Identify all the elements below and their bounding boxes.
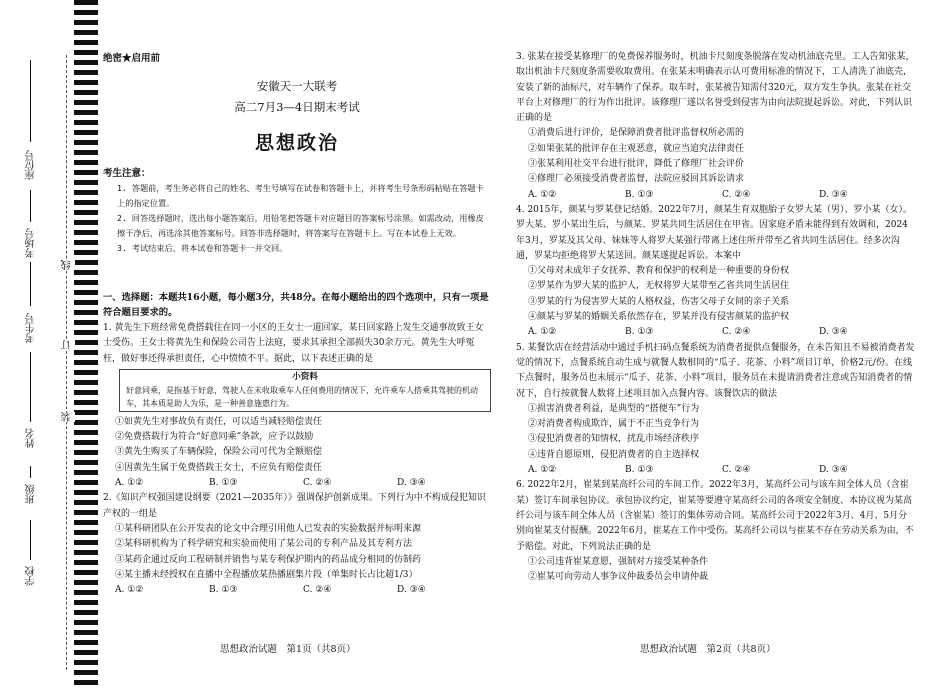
statement: ②如果张某的批评存在主观恶意，就应当追究法律责任 xyxy=(528,143,745,154)
binding-mark-order: 订 xyxy=(62,340,73,350)
statement: ②对消费者构成欺诈，属于不正当竞争行为 xyxy=(528,419,700,430)
option-c: C. ②④ xyxy=(303,585,332,596)
note-item: 1. 答题前，考生务必将自己的姓名、考生号填写在试卷和答题卡上，并将考生号条形码粘贴在答题卡上的指定位置。 xyxy=(117,183,484,208)
info-box-title: 小资料 xyxy=(292,371,318,382)
question-5 xyxy=(516,341,916,479)
note-item: 2. 回答选择题时，选出每小题答案后，用铅笔把答题卡对应题目的答案标号涂黑。如需改动，用橡皮擦干净后，再选涂其他答案标号。回答非选择题时，将答案写在答题卡上。写在本试卷上无效。 xyxy=(117,213,484,238)
candidate-number-label: 考生号 xyxy=(26,313,37,343)
option-d: D. ③④ xyxy=(819,465,848,476)
question-stem: 3. 张某在接受某修理厂的免费保养服务时，机油卡尺刻度条脱落在发动机油底壳里。工人告知张某，取出机油卡尺刻度条需要收取费用。在张某未明确表示认可费用标准的情况下，工人清洗了油底壳，安装了新的油标尺，对车辆作了保养。取车时，张某被告知需付320元，双方发生争执。张某在社交平台上对修理厂的行为作出批评。该修理厂遂以名誉受到侵害为由向法院提起诉讼。对此，下列认识正确的是 xyxy=(516,52,915,124)
statement: ③侵犯消费者的知情权，扰乱市场经济秩序 xyxy=(528,434,700,445)
question-2 xyxy=(103,491,491,598)
statement: ①如黄先生对事故负有责任，可以适当减轻赔偿责任 xyxy=(115,416,323,427)
option-b: B. ①③ xyxy=(625,189,654,200)
statement: ③某药企通过反向工程研制并销售与某专利保护期内的药品成分相同的仿制药 xyxy=(115,554,422,565)
option-d: D. ③④ xyxy=(819,189,848,200)
statement: ③张某利用社交平台进行批评，降低了修理厂社会评价 xyxy=(528,159,745,170)
question-6 xyxy=(516,478,916,585)
school-label: 学校 xyxy=(26,566,37,586)
option-c: C. ②④ xyxy=(303,478,332,489)
binding-dashed-line xyxy=(66,55,67,670)
section-heading xyxy=(103,290,491,598)
statement: ②罗某作为罗大某的监护人，无权将罗大某带至乙省共同生活居住 xyxy=(528,281,790,292)
class-line xyxy=(30,466,31,478)
statement: ④因黄先生属于免费搭载王女士，不应负有赔偿责任 xyxy=(115,462,323,473)
binding-mark-bind: 装 xyxy=(62,412,73,422)
statement: ③黄先生购买了车辆保险，保险公司可代为全额赔偿 xyxy=(115,447,323,458)
statement: ①公司违背崔某意愿，强制对方接受某种条件 xyxy=(528,556,709,567)
name-line xyxy=(30,352,31,422)
option-c: C. ②④ xyxy=(722,327,751,338)
answer-options xyxy=(103,583,491,598)
school-line xyxy=(30,520,31,560)
option-b: B. ①③ xyxy=(625,465,654,476)
statement: ①某科研团队在公开发表的论文中合理引用他人已发表的实验数据并标明来源 xyxy=(115,523,422,534)
option-d: D. ③④ xyxy=(397,478,426,489)
question-3 xyxy=(516,50,916,203)
exam-room-line xyxy=(30,190,31,222)
class-label: 班级 xyxy=(26,484,37,504)
option-a: A. ①② xyxy=(115,478,144,489)
option-d: D. ③④ xyxy=(397,585,426,596)
answer-options xyxy=(516,463,916,478)
candidate-number-line xyxy=(30,262,31,306)
question-4 xyxy=(516,203,916,341)
question-stem: 4. 2015年，颜某与罗某登记结婚。2022年7月，颜某生育双胞胎子女罗大某（男）、罗小某（女）。罗大某、罗小某出生后，与颜某、罗某共同生活居住在甲省。因家庭矛盾未能得到有效调和，2024年3月，罗某及其父母、妹妹等人将罗大某强行带离上述住所并带至乙省共同生活居住。经多次沟通，罗某均拒绝将罗大某送回。颜某遂提起诉讼。本案中 xyxy=(516,204,912,261)
option-c: C. ②④ xyxy=(722,189,751,200)
option-b: B. ①③ xyxy=(209,585,238,596)
candidate-notes xyxy=(103,166,491,256)
info-box xyxy=(119,369,491,412)
question-stem: 5. 某餐饮店在经营活动中通过手机扫码点餐系统为消费者提供点餐服务，在未告知且不易被消费者发觉的情况下，点餐系统自动生成与就餐人数相同的“瓜子、花茶、小料”项目订单，价格2元/份。在线下点餐时，服务员也未展示“瓜子、花茶、小料”项目，服务员在未提请消费者注意或告知消费者的情况下，自行按就餐人数将上述项目加入点餐内容。该餐饮店的做法 xyxy=(516,342,915,399)
option-c: C. ②④ xyxy=(722,465,751,476)
statement: ④某主播未经授权在直播中全程播放某热播剧集片段（单集时长占比超1/3） xyxy=(115,569,418,580)
seat-number-label: 座位号 xyxy=(26,150,37,180)
option-d: D. ③④ xyxy=(819,327,848,338)
union-title: 安徽天一大联考 xyxy=(256,79,338,93)
name-label: 姓名 xyxy=(26,428,37,448)
statement: ①消费后进行评价，是保障消费者批评监督权所必需的 xyxy=(528,128,745,139)
binding-stripe xyxy=(74,0,98,688)
statement: ④修理厂必须接受消费者监督，法院应驳回其诉讼请求 xyxy=(528,174,745,185)
section-instructions: 一、选择题：本题共16小题，每小题3分，共48分。在每小题给出的四个选项中，只有一项是符合题目要求的。 xyxy=(103,292,489,318)
question-stem: 1. 黄先生下班经常免费搭载住在同一小区的王女士一道回家，某日回家路上发生交通事故致王女士受伤。王女士将黄先生和保险公司告上法庭，要求其承担全部损失30余万元。黄先生大呼冤枉，做好事还得承担责任，心中愤愤不平。据此，以下表述正确的是 xyxy=(103,323,484,364)
confidential-mark: 绝密★启用前 xyxy=(103,53,161,64)
answer-options xyxy=(103,476,491,491)
statement: ②免费搭载行为符合“好意同乘”条款，应予以鼓励 xyxy=(115,432,314,443)
exam-title: 高二7月3—4日期末考试 xyxy=(234,100,360,114)
binding-mark-line: 线 xyxy=(62,260,73,270)
option-a: A. ①② xyxy=(528,189,557,200)
statement: ①父母对未成年子女抚养、教育和保护的权利是一种重要的身份权 xyxy=(528,266,790,277)
statement: ③罗某的行为侵害罗大某的人格权益，伤害父母子女间的亲子关系 xyxy=(528,296,790,307)
question-stem: 6. 2022年2月，崔某到某高纤公司的车间工作。2022年3月，某高纤公司与该车间全体人员（含崔某）签订车间承包协议。承包协议约定，崔某等要遵守某高纤公司的各项安全制度、本协议视为某高纤公司与该车间全体人员（含崔某）签订的集体劳动合同。某高纤公司于2022年3月、4月、5月分别向崔某支付报酬。2022年6月，崔某在工作中受伤。某高纤公司以与崔某不存在劳动关系为由，不予赔偿。对此，下列说法正确的是 xyxy=(516,480,914,552)
statement: ④颜某与罗某的婚姻关系依然存在，罗某并没有侵害颜某的监护权 xyxy=(528,312,790,323)
statement: ①损害消费者利益，是典型的“搭便车”行为 xyxy=(528,403,700,414)
answer-options xyxy=(516,188,916,203)
question-1 xyxy=(103,321,491,491)
statement: ④违背自愿原则，侵犯消费者的自主选择权 xyxy=(528,449,700,460)
statement: ②崔某可向劳动人事争议仲裁委员会申请仲裁 xyxy=(528,572,709,583)
page-footer-2: 思想政治试题 第2页（共8页） xyxy=(640,644,776,655)
answer-options xyxy=(516,325,916,340)
option-a: A. ①② xyxy=(115,585,144,596)
note-item: 3. 考试结束后，将本试卷和答题卡一并交回。 xyxy=(117,243,288,253)
info-box-text: 好意同乘，是指基于好意，驾驶人在未收取乘车人任何费用的情况下，允许乘车人搭乘其驾驶的机动车，其本质是助人为乐，是一种善意施惠行为。 xyxy=(126,385,478,408)
statement: ②某科研机构为了科学研究和实验而使用了某公司的专利产品及其专利方法 xyxy=(115,539,413,550)
option-a: A. ①② xyxy=(528,327,557,338)
page-footer-1: 思想政治试题 第1页（共8页） xyxy=(220,644,356,655)
seat-number-line xyxy=(30,60,31,142)
option-b: B. ①③ xyxy=(625,327,654,338)
option-b: B. ①③ xyxy=(209,478,238,489)
exam-room-label: 考场号 xyxy=(26,228,37,258)
subject-title: 思想政治 xyxy=(254,132,339,154)
option-a: A. ①② xyxy=(528,465,557,476)
notes-title: 考生注意： xyxy=(103,168,151,179)
question-stem: 2.《知识产权强国建设纲要（2021—2035年）》强调保护创新成果。下列行为中不构成侵犯知识产权的一组是 xyxy=(103,493,486,519)
right-column xyxy=(516,50,916,585)
